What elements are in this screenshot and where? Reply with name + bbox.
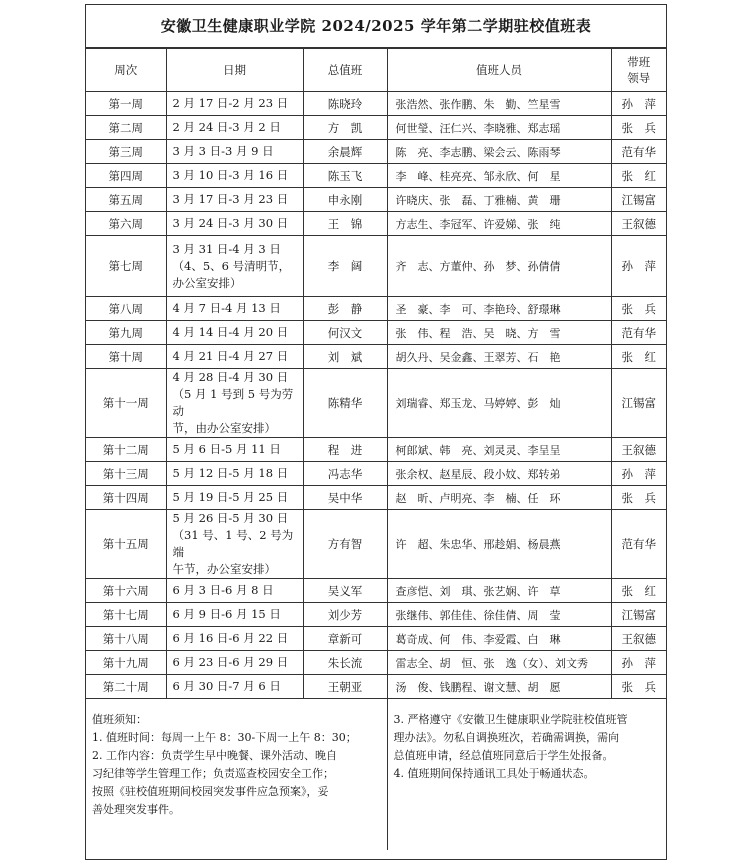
date-line: 4 月 14 日-4 月 20 日 (172, 325, 289, 339)
staff-cell: 方志生、李冠军、许爱娣、张 纯 (387, 212, 611, 236)
chief-cell: 王朝亚 (303, 675, 387, 699)
chief-cell: 方有智 (303, 510, 387, 579)
week-cell: 第四周 (86, 164, 166, 188)
date-cell (166, 369, 303, 438)
date-line: 3 月 17 日-3 月 23 日 (172, 192, 289, 206)
week-cell: 第八周 (86, 297, 166, 321)
chief-cell: 王 锦 (303, 212, 387, 236)
chief-cell: 陈晓玲 (303, 92, 387, 116)
staff-cell: 许 超、朱忠华、邢趁娟、杨晨燕 (387, 510, 611, 579)
date-cell (166, 579, 303, 603)
chief-cell: 陈精华 (303, 369, 387, 438)
notice-right (387, 699, 666, 851)
date-cell (166, 510, 303, 579)
date-line: （5 月 1 号到 5 号为劳动 (172, 387, 294, 418)
date-line: 4 月 21 日-4 月 27 日 (172, 349, 289, 363)
leader-cell: 孙 萍 (611, 92, 666, 116)
chief-cell: 程 进 (303, 438, 387, 462)
header-chief: 总值班 (303, 49, 387, 92)
table-row (86, 116, 666, 140)
week-cell: 第十七周 (86, 603, 166, 627)
staff-cell: 圣 豪、李 可、李艳玲、舒璟琳 (387, 297, 611, 321)
week-cell: 第十二周 (86, 438, 166, 462)
notice-row (86, 699, 666, 851)
table-row (86, 579, 666, 603)
duty-roster-table (86, 48, 666, 850)
chief-cell: 彭 静 (303, 297, 387, 321)
chief-cell: 刘少芳 (303, 603, 387, 627)
page-title: 安徽卫生健康职业学院 2024/2025 学年第二学期驻校值班表 (86, 5, 666, 48)
date-cell (166, 486, 303, 510)
leader-cell: 王叙德 (611, 438, 666, 462)
date-line: 3 月 31 日-4 月 3 日 (172, 241, 281, 256)
date-cell (166, 140, 303, 164)
table-row (86, 92, 666, 116)
table-row (86, 675, 666, 699)
leader-cell: 张 红 (611, 579, 666, 603)
table-row (86, 438, 666, 462)
date-cell (166, 675, 303, 699)
notice-line: 理办法》。勿私自调换班次，若确需调换，需向 (393, 731, 619, 744)
staff-cell: 李 峰、桂亮亮、邹永欣、何 星 (387, 164, 611, 188)
header-staff: 值班人员 (387, 49, 611, 92)
staff-cell: 刘瑞睿、郑玉龙、马婷婷、彭 灿 (387, 369, 611, 438)
week-cell: 第六周 (86, 212, 166, 236)
chief-cell: 刘 斌 (303, 345, 387, 369)
table-row (86, 510, 666, 579)
leader-cell: 江锡富 (611, 188, 666, 212)
notice-line: 总值班申请，经总值班同意后于学生处报备。 (393, 749, 614, 762)
table-row (86, 486, 666, 510)
date-cell (166, 164, 303, 188)
notice-line: 3. 严格遵守《安徽卫生健康职业学院驻校值班管 (393, 713, 628, 726)
staff-cell: 赵 昕、卢明亮、李 楠、任 环 (387, 486, 611, 510)
header-week: 周次 (86, 49, 166, 92)
date-cell (166, 438, 303, 462)
leader-cell: 范有华 (611, 510, 666, 579)
staff-cell: 柯郎斌、韩 亮、刘灵灵、李呈呈 (387, 438, 611, 462)
date-line: 4 月 28 日-4 月 30 日 (172, 370, 289, 384)
date-line: 3 月 10 日-3 月 16 日 (172, 168, 289, 182)
staff-cell: 查彦恺、刘 琪、张艺娴、许 草 (387, 579, 611, 603)
chief-cell: 何汉文 (303, 321, 387, 345)
notice-line: 值班须知： (92, 713, 147, 726)
staff-cell: 胡久丹、吴金鑫、王翠芳、石 艳 (387, 345, 611, 369)
chief-cell: 吴义军 (303, 579, 387, 603)
table-row (86, 651, 666, 675)
date-cell (166, 92, 303, 116)
date-line: 3 月 3 日-3 月 9 日 (172, 144, 274, 158)
table-row (86, 164, 666, 188)
date-line: 5 月 26 日-5 月 30 日 (172, 511, 289, 525)
leader-cell: 张 兵 (611, 116, 666, 140)
table-row (86, 345, 666, 369)
notice-line: 2. 工作内容：负责学生早中晚餐、课外活动、晚自 (92, 749, 337, 762)
date-line: 节，由办公室安排） (172, 421, 276, 435)
leader-cell: 张 兵 (611, 297, 666, 321)
staff-cell: 雷志全、胡 恒、张 逸（女）、刘文秀 (387, 651, 611, 675)
date-line: 5 月 19 日-5 月 25 日 (172, 490, 289, 504)
date-cell (166, 603, 303, 627)
leader-cell: 江锡富 (611, 369, 666, 438)
week-cell: 第十周 (86, 345, 166, 369)
leader-cell: 范有华 (611, 321, 666, 345)
date-line: 2 月 17 日-2 月 23 日 (172, 96, 289, 110)
leader-cell: 张 兵 (611, 675, 666, 699)
table-row (86, 188, 666, 212)
date-cell (166, 321, 303, 345)
date-cell (166, 462, 303, 486)
notice-line: 善处理突发事件。 (92, 803, 180, 816)
staff-cell: 张余权、赵星辰、段小妏、郑转弟 (387, 462, 611, 486)
leader-cell: 王叙德 (611, 212, 666, 236)
staff-cell: 葛奇成、何 伟、李爱霞、白 琳 (387, 627, 611, 651)
chief-cell: 章新可 (303, 627, 387, 651)
notice-line: 4. 值班期间保持通讯工具处于畅通状态。 (393, 767, 595, 780)
date-line: （4、5、6 号清明节， (172, 258, 291, 273)
date-line: 2 月 24 日-3 月 2 日 (172, 120, 281, 134)
week-cell: 第十九周 (86, 651, 166, 675)
week-cell: 第二十周 (86, 675, 166, 699)
chief-cell: 申永刚 (303, 188, 387, 212)
notice-left (86, 699, 387, 851)
week-cell: 第十四周 (86, 486, 166, 510)
week-cell: 第十八周 (86, 627, 166, 651)
date-line: （31 号、1 号、2 号为端 (172, 528, 294, 559)
table-row (86, 212, 666, 236)
date-cell (166, 116, 303, 140)
date-line: 6 月 3 日-6 月 8 日 (172, 583, 274, 597)
week-cell: 第七周 (86, 236, 166, 297)
chief-cell: 吴中华 (303, 486, 387, 510)
staff-cell: 张继伟、郭佳佳、徐佳倩、周 莹 (387, 603, 611, 627)
leader-cell: 张 红 (611, 345, 666, 369)
header-date: 日期 (166, 49, 303, 92)
notice-line: 习纪律等学生管理工作；负责巡查校园安全工作； (92, 767, 334, 780)
table-row (86, 297, 666, 321)
leader-cell: 孙 萍 (611, 236, 666, 297)
leader-cell: 江锡富 (611, 603, 666, 627)
duty-roster-sheet (85, 4, 667, 860)
chief-cell: 李 阔 (303, 236, 387, 297)
week-cell: 第十五周 (86, 510, 166, 579)
header-leader-line1: 带班 (627, 55, 651, 69)
header-leader (611, 49, 666, 92)
chief-cell: 方 凯 (303, 116, 387, 140)
notice-line: 1. 值班时间：每周一上午 8：30-下周一上午 8：30； (92, 731, 357, 744)
week-cell: 第五周 (86, 188, 166, 212)
table-row (86, 627, 666, 651)
date-line: 办公室安排） (172, 275, 242, 290)
date-cell (166, 212, 303, 236)
date-cell (166, 627, 303, 651)
date-line: 6 月 30 日-7 月 6 日 (172, 679, 281, 693)
week-cell: 第十三周 (86, 462, 166, 486)
date-cell (166, 188, 303, 212)
date-cell (166, 297, 303, 321)
date-cell (166, 236, 303, 297)
table-row (86, 603, 666, 627)
chief-cell: 陈玉飞 (303, 164, 387, 188)
table-row (86, 140, 666, 164)
staff-cell: 齐 志、方董仲、孙 梦、孙倩倩 (387, 236, 611, 297)
date-cell (166, 345, 303, 369)
leader-cell: 王叙德 (611, 627, 666, 651)
leader-cell: 孙 萍 (611, 651, 666, 675)
week-cell: 第三周 (86, 140, 166, 164)
week-cell: 第九周 (86, 321, 166, 345)
date-cell (166, 651, 303, 675)
date-line: 6 月 23 日-6 月 29 日 (172, 655, 289, 669)
leader-cell: 张 兵 (611, 486, 666, 510)
chief-cell: 朱长流 (303, 651, 387, 675)
staff-cell: 何世瑩、汪仁兴、李晓雅、郑志瑶 (387, 116, 611, 140)
date-line: 6 月 9 日-6 月 15 日 (172, 607, 281, 621)
staff-cell: 许晓庆、张 磊、丁雅楠、黄 珊 (387, 188, 611, 212)
table-body (86, 92, 666, 699)
week-cell: 第一周 (86, 92, 166, 116)
header-leader-line2: 领导 (627, 71, 651, 85)
staff-cell: 汤 俊、钱鹏程、谢文慧、胡 愿 (387, 675, 611, 699)
leader-cell: 范有华 (611, 140, 666, 164)
table-row (86, 462, 666, 486)
leader-cell: 张 红 (611, 164, 666, 188)
table-header-row (86, 49, 666, 92)
week-cell: 第十一周 (86, 369, 166, 438)
table-row (86, 236, 666, 297)
date-line: 午节，办公室安排） (172, 562, 276, 576)
date-line: 5 月 6 日-5 月 11 日 (172, 442, 281, 456)
staff-cell: 张 伟、程 浩、吴 晓、方 雪 (387, 321, 611, 345)
table-row (86, 321, 666, 345)
date-line: 4 月 7 日-4 月 13 日 (172, 301, 281, 315)
date-line: 6 月 16 日-6 月 22 日 (172, 631, 289, 645)
chief-cell: 冯志华 (303, 462, 387, 486)
week-cell: 第二周 (86, 116, 166, 140)
date-line: 5 月 12 日-5 月 18 日 (172, 466, 289, 480)
date-line: 3 月 24 日-3 月 30 日 (172, 216, 289, 230)
staff-cell: 陈 亮、李志鹏、梁会云、陈雨琴 (387, 140, 611, 164)
week-cell: 第十六周 (86, 579, 166, 603)
leader-cell: 孙 萍 (611, 462, 666, 486)
table-row (86, 369, 666, 438)
staff-cell: 张浩然、张作鹏、朱 勤、竺星雪 (387, 92, 611, 116)
chief-cell: 余晨辉 (303, 140, 387, 164)
notice-line: 按照《驻校值班期间校园突发事件应急预案》，妥 (92, 785, 329, 798)
